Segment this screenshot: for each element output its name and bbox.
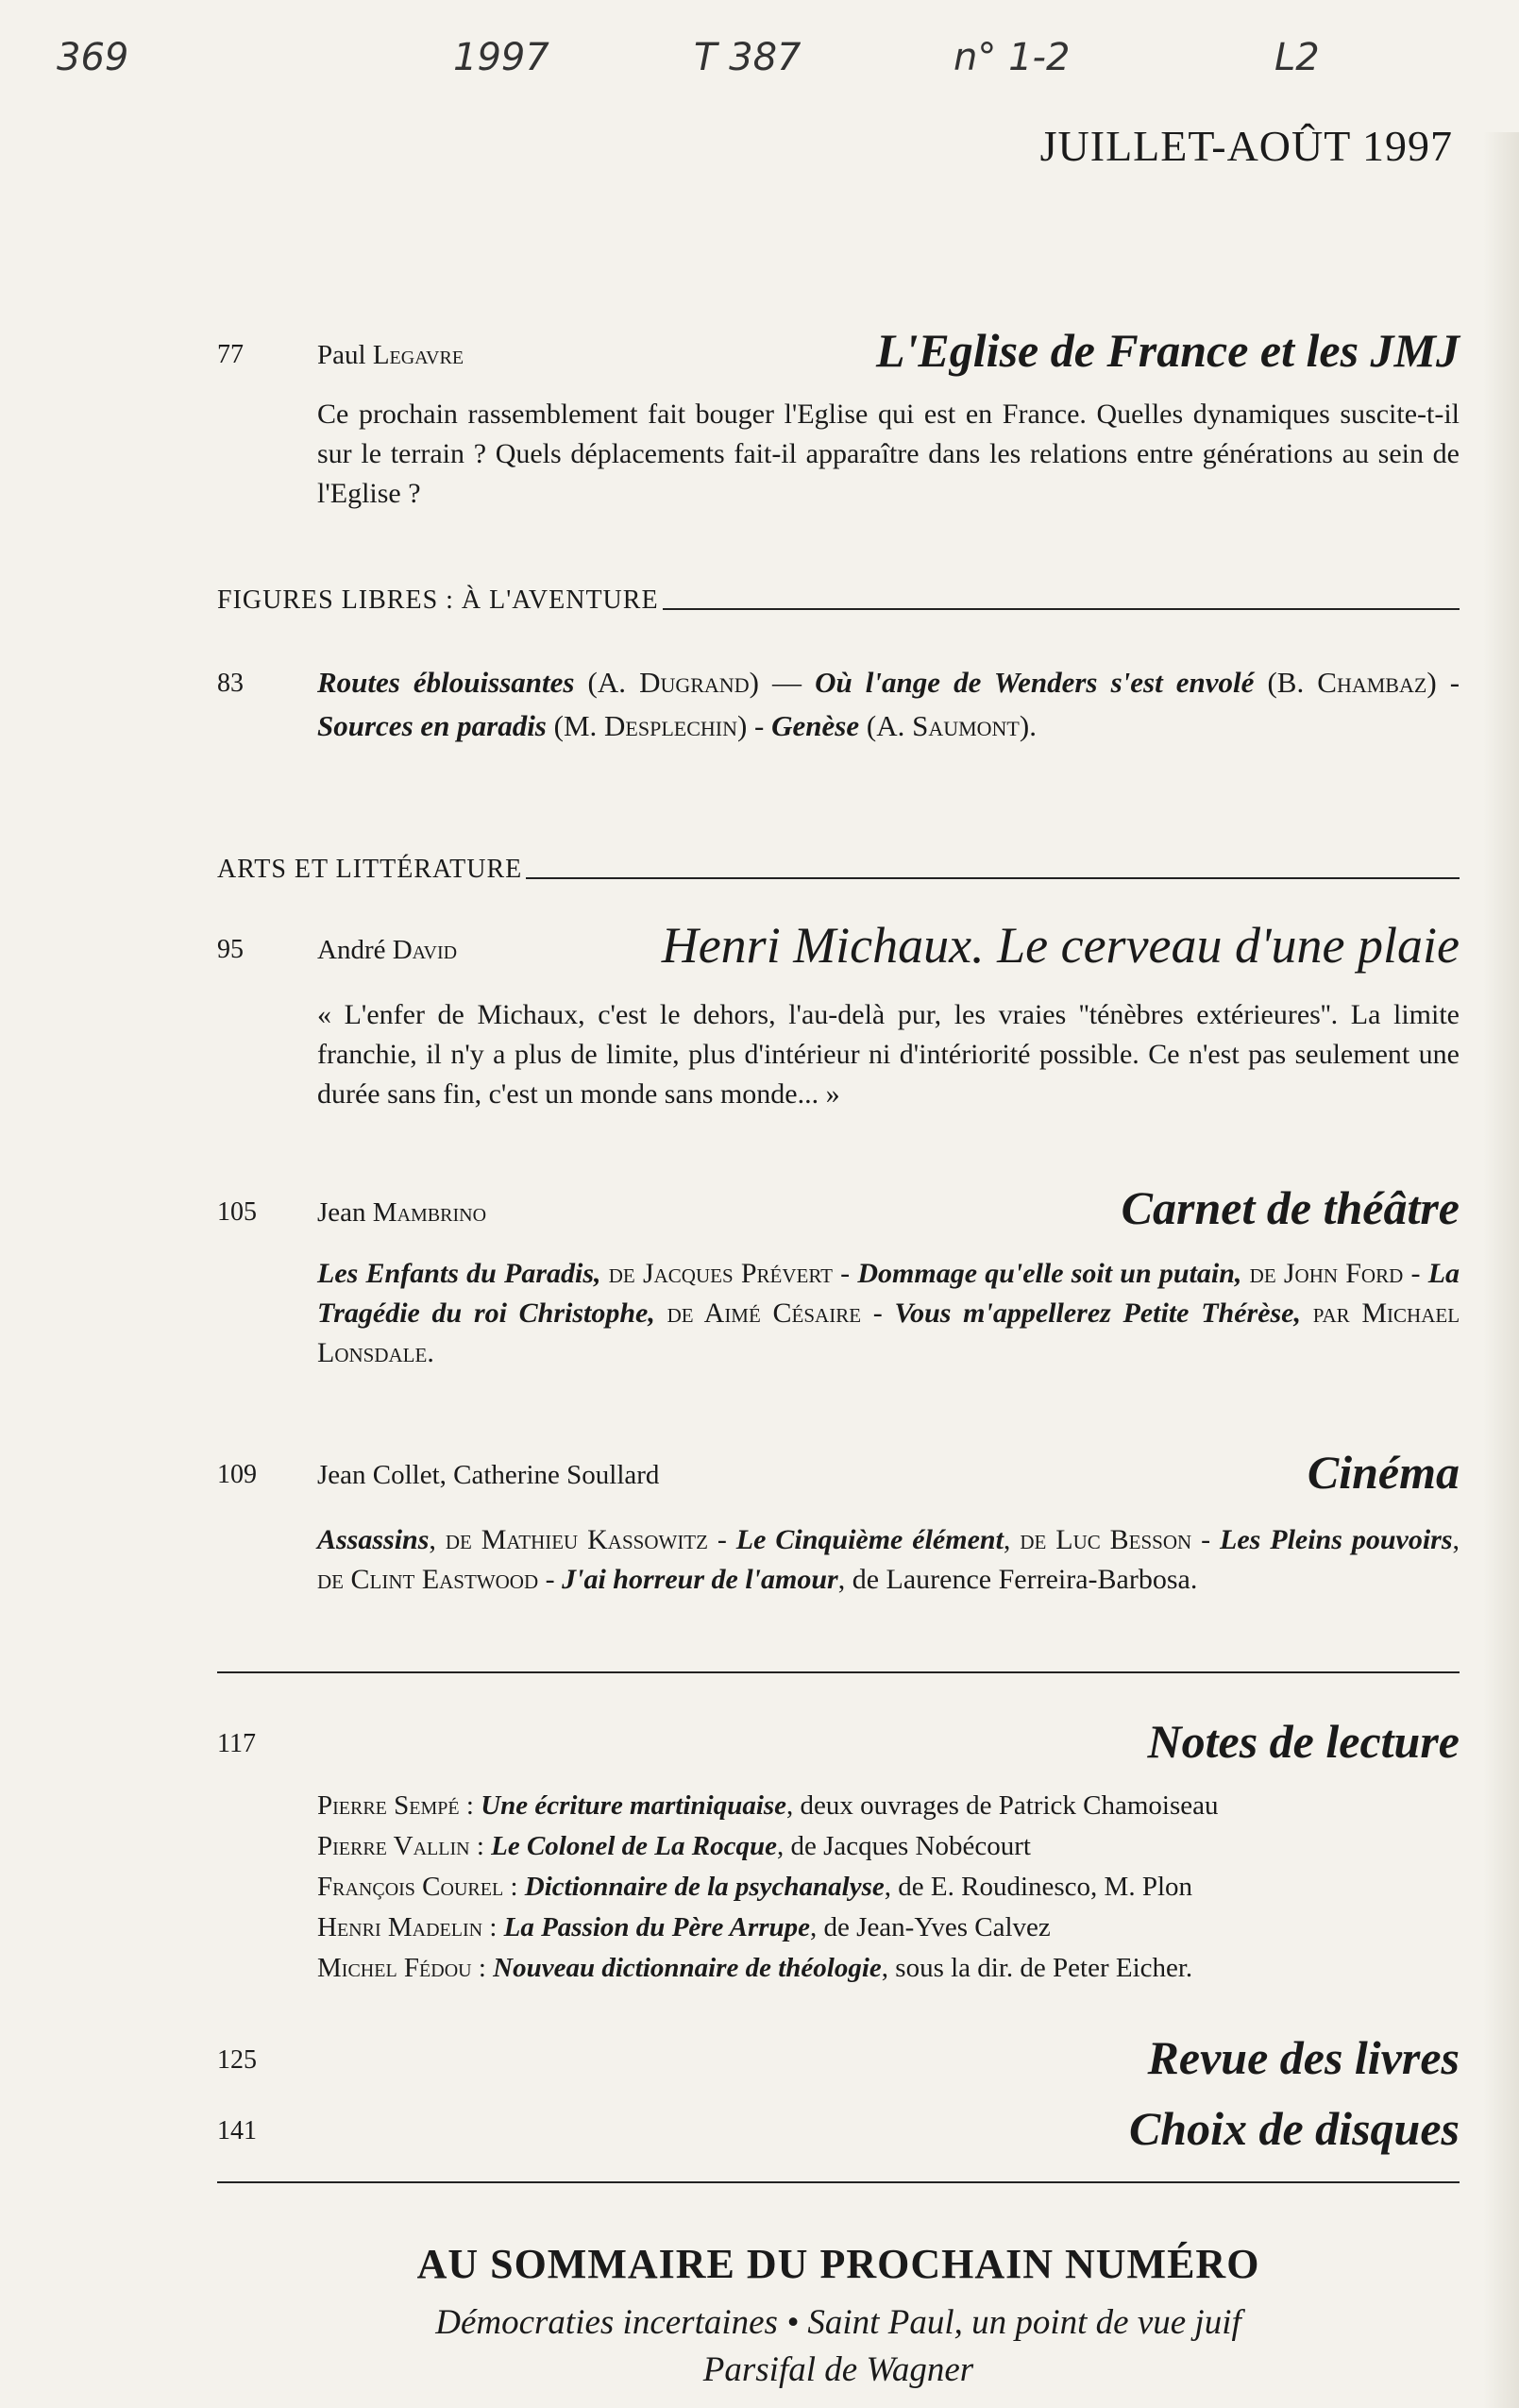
section-figures-libres: FIGURES LIBRES : À L'AVENTURE [217, 585, 1460, 616]
article-description: Ce prochain rassemblement fait bouger l'Eglise qui est en France. Quelles dynamiques suscite-t-il sur le terrain ? Quels déplacements fait-il apparaître dans les relations entre générations au sein de l'Eglise ? [317, 399, 1460, 509]
list-item: Pierre Sempé : Une écriture martiniquaise, deux ouvrages de Patrick Chamoiseau [317, 1790, 1219, 1821]
article-figures [217, 661, 1460, 748]
article-notes [217, 1714, 1460, 1989]
article-cinema [217, 1445, 1460, 1600]
list-item: Pierre Vallin : Le Colonel de La Rocque, de Jacques Nobécourt [317, 1831, 1031, 1861]
page-number: 125 [217, 2045, 257, 2075]
hand-numero: n° 1-2 [954, 36, 1071, 79]
hand-tome: T 387 [694, 36, 802, 79]
author: André David [317, 935, 458, 965]
page-number: 141 [217, 2116, 257, 2145]
author: Jean Mambrino [317, 1197, 487, 1228]
author: Jean Collet, Catherine Soullard [317, 1460, 660, 1490]
next-issue-line2: Parsifal de Wagner [702, 2350, 974, 2389]
article-title: Revue des livres [1147, 2031, 1460, 2084]
page-number: 77 [217, 340, 244, 369]
list-item: Michel Fédou : Nouveau dictionnaire de théologie, sous la dir. de Peter Eicher. [317, 1953, 1193, 1983]
article-title: Cinéma [1307, 1446, 1460, 1499]
page-number: 83 [217, 669, 244, 698]
section-arts-litterature: ARTS ET LITTÉRATURE [217, 855, 1460, 885]
article-title: Carnet de théâtre [1121, 1181, 1460, 1234]
divider-rule [217, 1671, 1460, 1673]
page-number: 105 [217, 1197, 257, 1227]
next-issue-line1: Démocraties incertaines • Saint Paul, un point de vue juif [435, 2303, 1241, 2342]
list-item: Henri Madelin : La Passion du Père Arrupe, de Jean-Yves Calvez [317, 1912, 1051, 1942]
hand-code: L2 [1274, 36, 1320, 79]
article-michaux [217, 916, 1460, 1114]
next-issue [217, 2240, 1460, 2394]
article-revue [217, 2030, 1460, 2087]
article-theatre [217, 1180, 1460, 1373]
article-title: Notes de lecture [1147, 1715, 1460, 1768]
article-legavre [217, 323, 1460, 514]
article-title: Henri Michaux. Le cerveau d'une plaie [661, 917, 1460, 974]
page-number: 109 [217, 1460, 257, 1489]
hand-ref: 369 [57, 36, 129, 79]
author: Paul Legavre [317, 340, 464, 370]
article-description: Les Enfants du Paradis, de Jacques Prévert - Dommage qu'elle soit un putain, de John Ford - La Tragédie du roi Christophe, de Aimé Césaire - Vous m'appellerez Petite Thérèse, par Michael Lonsdale. [317, 1258, 1460, 1368]
article-quote: « L'enfer de Michaux, c'est le dehors, l'au-delà pur, les vraies ''ténèbres extérieures''. La limite franchie, il n'y a plus de limite, plus d'intérieur ni d'intériorité possible. Ce n'est pas seulement une durée sans fin, c'est un monde sans monde... » [317, 999, 1460, 1110]
article-title: L'Eglise de France et les JMJ [876, 324, 1460, 377]
figures-list: Routes éblouissantes (A. Dugrand) — Où l'ange de Wenders s'est envolé (B. Chambaz) - Sources en paradis (M. Desplechin) - Genèse (A. Saumont). [317, 666, 1460, 742]
page-number: 95 [217, 935, 244, 964]
next-issue-heading: AU SOMMAIRE DU PROCHAIN NUMÉRO [416, 2241, 1260, 2287]
article-disques [217, 2101, 1460, 2158]
article-title: Choix de disques [1128, 2102, 1460, 2155]
page-number: 117 [217, 1729, 256, 1758]
divider-rule [217, 2181, 1460, 2183]
list-item: François Courel : Dictionnaire de la psychanalyse, de E. Roudinesco, M. Plon [317, 1872, 1193, 1902]
page-edge-shadow [1483, 132, 1519, 2408]
article-description: Assassins, de Mathieu Kassowitz - Le Cinquième élément, de Luc Besson - Les Pleins pouvoirs, de Clint Eastwood - J'ai horreur de l'amour, de Laurence Ferreira-Barbosa. [317, 1524, 1460, 1595]
handwritten-annotations [0, 17, 1519, 83]
issue-date: JUILLET-AOÛT 1997 [1039, 122, 1453, 170]
notes-list [217, 1786, 1460, 1989]
hand-year: 1997 [453, 36, 549, 79]
